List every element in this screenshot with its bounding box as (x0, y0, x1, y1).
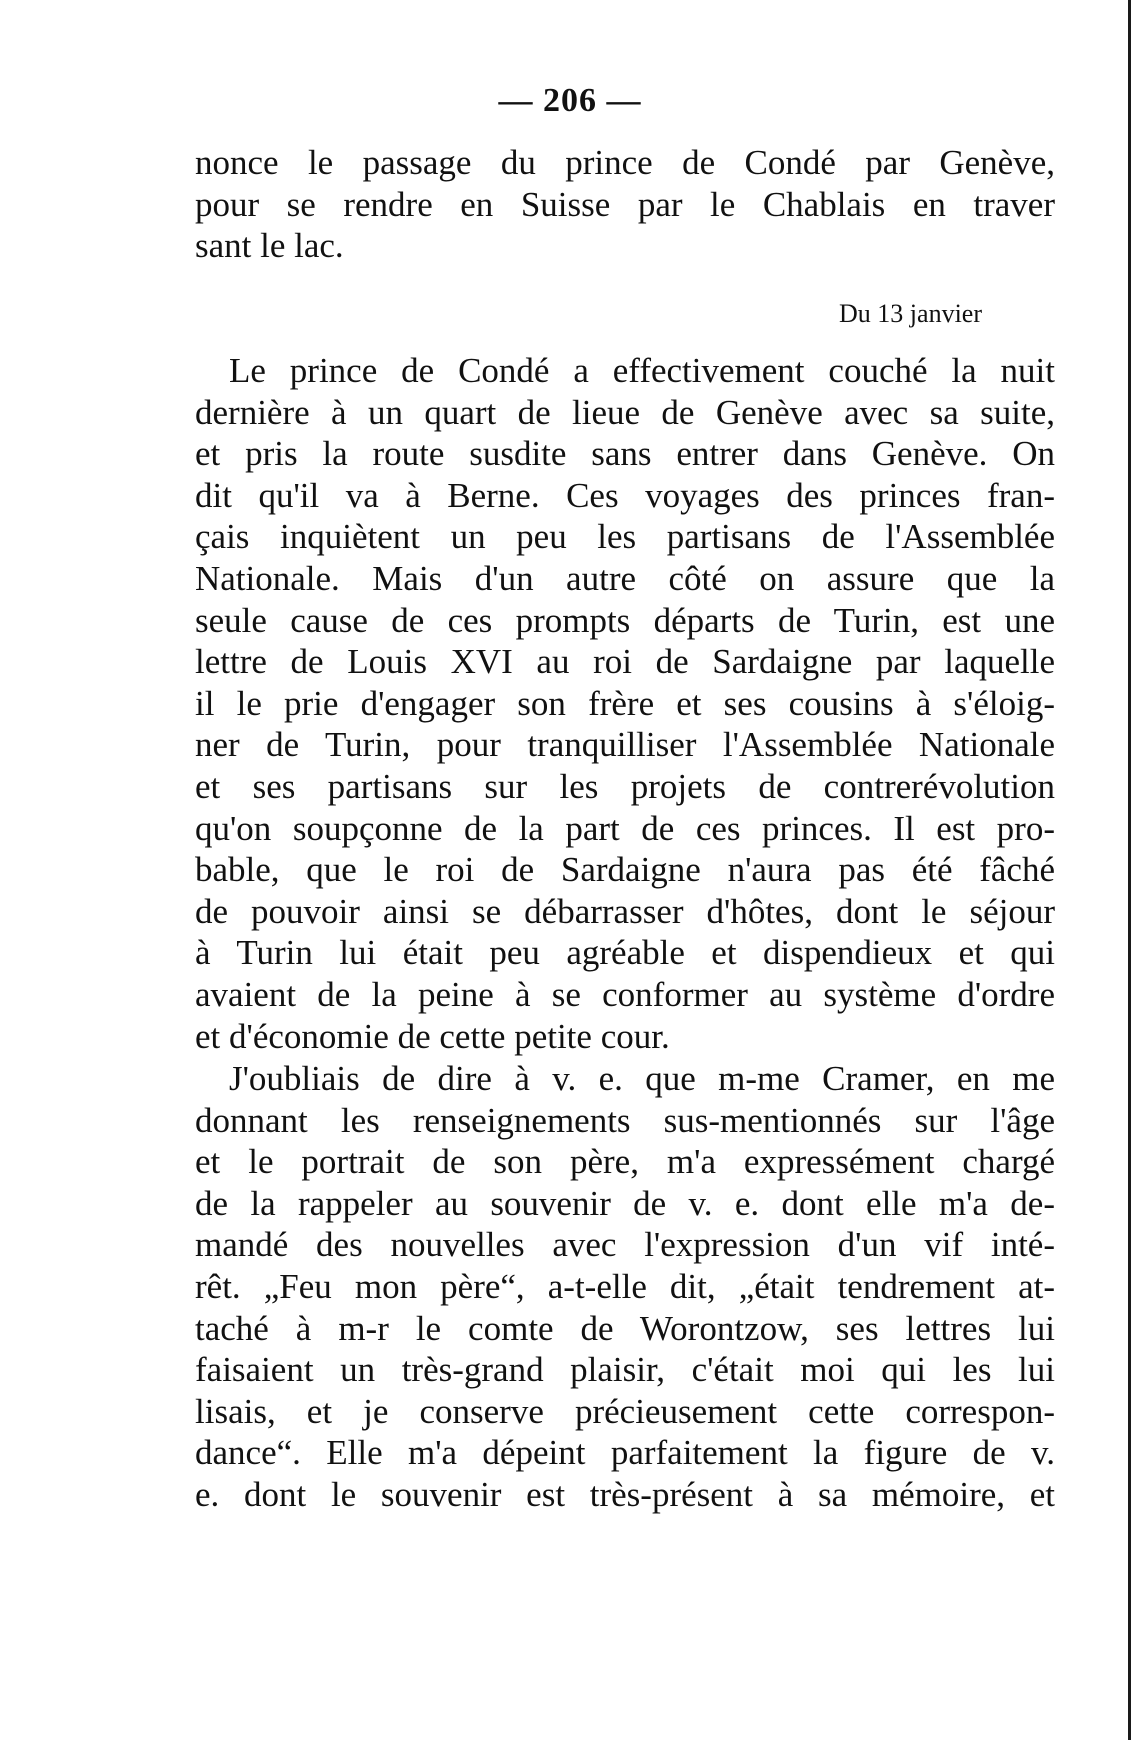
page-edge-rule (1128, 0, 1131, 1740)
paragraph-2 (195, 1058, 1055, 1516)
text-line: il le prie d'engager son frère et ses cousins à s'éloig- (195, 683, 1055, 723)
text-line: J'oubliais de dire à v. e. que m-me Cramer, en me (229, 1059, 1055, 1098)
text-line: avaient de la peine à se conformer au système d'ordre (195, 974, 1055, 1014)
text-line: nonce le passage du prince de Condé par Genève, (195, 143, 1055, 182)
text-line: dit qu'il va à Berne. Ces voyages des princes fran- (195, 475, 1055, 515)
text-line: sant le lac. (195, 226, 344, 266)
text-line: et ses partisans sur les projets de contrerévolution (195, 766, 1055, 806)
text-line: lisais, et je conserve précieusement cette correspon- (195, 1391, 1055, 1431)
page-number: — 206 — (498, 82, 642, 119)
paragraph-1 (195, 350, 1055, 1057)
text-line: e. dont le souvenir est très-présent à sa mémoire, et (195, 1474, 1055, 1514)
text-line: dernière à un quart de lieue de Genève avec sa suite, (195, 392, 1055, 432)
opening-lines (195, 142, 1055, 267)
text-line: ner de Turin, pour tranquilliser l'Assemblée Nationale (195, 725, 1055, 765)
text-line: pour se rendre en Suisse par le Chablais en traver (195, 184, 1055, 224)
text-line: bable, que le roi de Sardaigne n'aura pas été fâché (195, 850, 1055, 890)
text-line: lettre de Louis XVI au roi de Sardaigne par laquelle (195, 642, 1055, 682)
text-line: Le prince de Condé a effectivement couché la nuit (229, 351, 1055, 390)
text-line: mandé des nouvelles avec l'expression d'un vif inté- (195, 1225, 1055, 1265)
text-line: qu'on soupçonne de la part de ces princes. Il est pro- (195, 808, 1055, 848)
text-line: et d'économie de cette petite cour. (195, 1016, 670, 1056)
text-line: de la rappeler au souvenir de v. e. dont elle m'a de- (195, 1183, 1055, 1223)
text-line: rêt. „Feu mon père“, a-t-elle dit, „était tendrement at- (195, 1266, 1055, 1306)
text-line: taché à m-r le comte de Worontzow, ses lettres lui (195, 1308, 1055, 1348)
text-line: et le portrait de son père, m'a expressément chargé (195, 1142, 1055, 1182)
text-line: çais inquiètent un peu les partisans de l'Assemblée (195, 517, 1055, 557)
text-line: dance“. Elle m'a dépeint parfaitement la figure de v. (195, 1433, 1055, 1473)
text-line: de pouvoir ainsi se débarrasser d'hôtes, dont le séjour (195, 891, 1055, 931)
text-line: donnant les renseignements sus-mentionnés sur l'âge (195, 1100, 1055, 1140)
dateline: Du 13 janvier (839, 299, 982, 328)
text-line: Nationale. Mais d'un autre côté on assure que la (195, 558, 1055, 598)
text-line: seule cause de ces prompts départs de Turin, est une (195, 600, 1055, 640)
text-line: et pris la route susdite sans entrer dans Genève. On (195, 434, 1055, 474)
text-line: à Turin lui était peu agréable et dispendieux et qui (195, 933, 1055, 973)
text-line: faisaient un très-grand plaisir, c'était moi qui les lui (195, 1350, 1055, 1390)
